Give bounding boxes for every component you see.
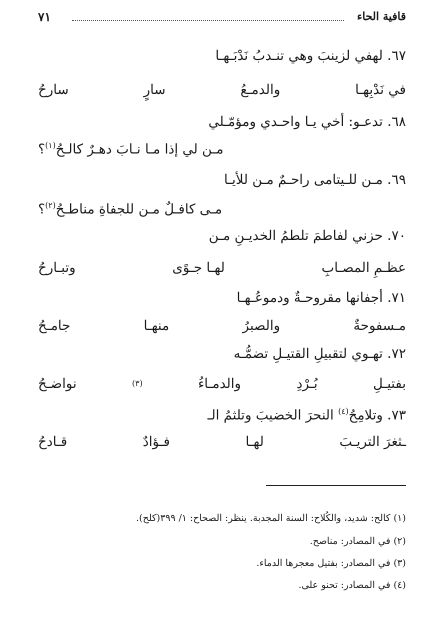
footnote-separator: [266, 485, 406, 486]
footnote-4: (٤) في المصادر: تحنو على.: [298, 580, 406, 591]
verse-word: نواضـحُ: [38, 376, 77, 392]
verse-69-first-hemistich: ٦٩. مـن للـيتامى راحـمٌ مـن للأيـا: [223, 172, 406, 188]
verse-word: مـسفوحةٌ: [353, 318, 406, 334]
verse-word: ـثغرَ التريـبَ: [339, 434, 406, 450]
running-header: [38, 10, 406, 30]
verse-word: سارحُ: [38, 82, 69, 98]
verse-69-second-hemistich: [38, 196, 222, 220]
verse-word: لهـا جـوًى: [172, 260, 225, 276]
verse-70-second-hemistich: [38, 258, 406, 278]
verse-word: والدمـاءُ: [197, 376, 242, 392]
verse-word: قـادحُ: [38, 434, 68, 450]
verse-text: مـى كافـلٌ مـن للجفاةِ مناطـحُ: [55, 201, 223, 218]
verse-word: في نَدْبِهـا: [355, 82, 406, 98]
verse-72-first-hemistich: ٧٢. تهـوي لتقبيلِ القتيـلِ تضمُّـه: [233, 346, 406, 362]
footnote-3: (٣) في المصادر: بفتيل معجرها الدماء.: [256, 558, 406, 569]
verse-word: عظـمِ المصـابِ: [321, 260, 406, 276]
verse-text: ٧٣. وتلامِحُ: [348, 407, 406, 424]
verse-text: النحرَ الخضيبَ وتلثمُ الـ: [207, 407, 339, 424]
verse-word: بُـرْدِ: [296, 376, 318, 392]
verse-word: وتبـارحُ: [38, 260, 76, 276]
verse-73-first-hemistich: [208, 402, 406, 426]
verse-73-second-hemistich: [38, 432, 406, 452]
verse-text: مـن لي إذا مـا نـابَ دهـرٌ كالـحُ: [55, 141, 224, 158]
verse-67-first-hemistich: ٦٧. لهفي لزينبَ وهي تنـدبُ نَدْبَـهـا: [215, 48, 406, 64]
question-mark: ؟: [38, 141, 46, 158]
header-dotted-leader: [72, 20, 344, 21]
verse-word: فـؤادٌ: [142, 434, 170, 450]
footnote-marker-3: (٣): [132, 379, 143, 388]
verse-67-second-hemistich: [38, 80, 406, 100]
question-mark: ؟: [38, 201, 46, 218]
footnote-marker-4: (٤): [338, 407, 349, 416]
verse-68-first-hemistich: ٦٨. تدعـو: أخي يـا واحـدي ومؤمّـلي: [208, 114, 406, 130]
verse-72-second-hemistich: [38, 374, 406, 394]
footnote-marker-1: (١): [45, 141, 56, 150]
footnote-marker-2: (٢): [45, 201, 56, 210]
verse-68-second-hemistich: [38, 136, 224, 160]
verse-71-second-hemistich: [38, 316, 406, 336]
verse-word: لهـا: [245, 434, 264, 450]
verse-word: منهـا: [143, 318, 170, 334]
verse-70-first-hemistich: ٧٠. حزني لفاطمَ تلطمُ الخديـنِ مـن: [208, 228, 406, 244]
footnote-1: (١) كالح: شديد، والكُلاح: السنة المجدبة. ينظر: الصحاح: ١/ ٣٩٩(كلح).: [136, 513, 406, 524]
verse-word: والدمـعُ: [240, 82, 281, 98]
chapter-title: قافية الحاء: [357, 10, 406, 23]
verse-71-first-hemistich: ٧١. أجفانها مقروحـةٌ ودموعُـهـا: [236, 290, 406, 306]
page-number: ٧١: [38, 10, 51, 24]
verse-word: سارٍ: [143, 82, 166, 98]
verse-word: بفتيـلِ: [373, 376, 406, 392]
verse-word: والصبرُ: [242, 318, 281, 334]
footnote-2: (٢) في المصادر: مناصح.: [309, 536, 406, 547]
verse-word: جامـحُ: [38, 318, 71, 334]
